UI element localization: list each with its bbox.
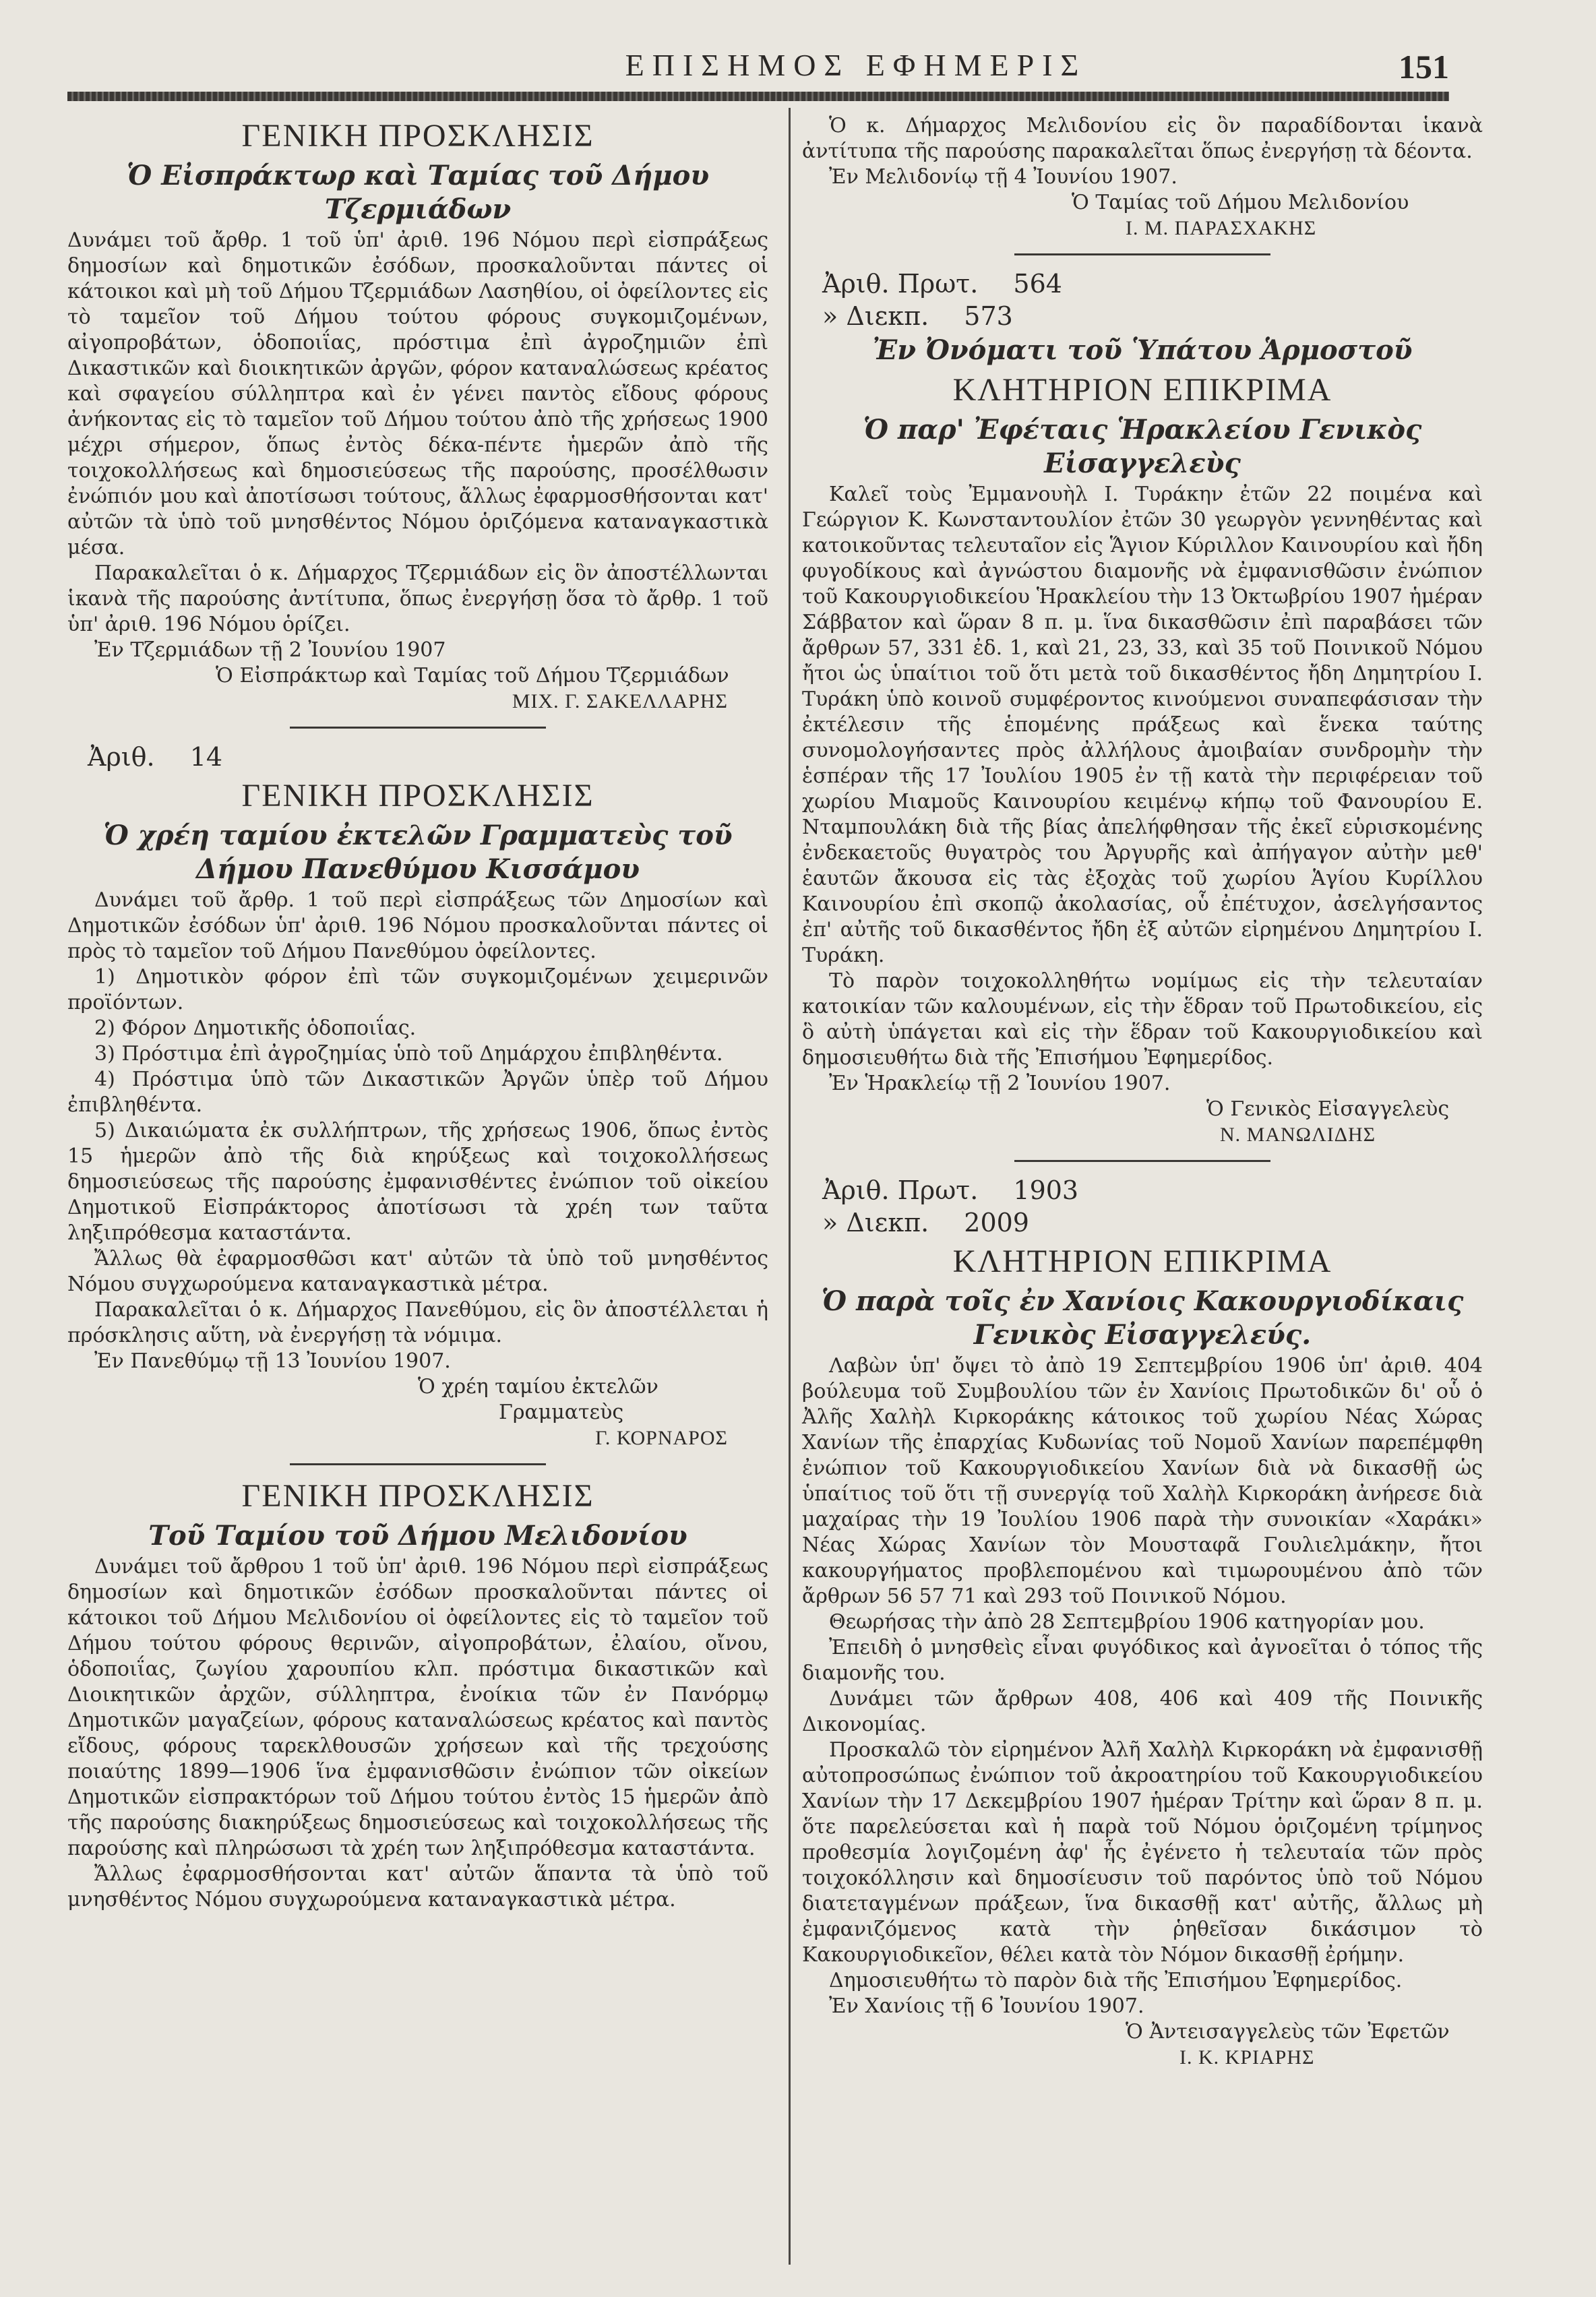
announcement-heading: ΓΕΝΙΚΗ ΠΡΟΣΚΛΗΣΙΣ bbox=[241, 118, 594, 154]
announcement-request: Ὁ κ. Δήμαρχος Μελιδονίου εἰς ὃν παραδίδονται ἱκανὰ ἀντίτυπα τῆς παρούσης παρακαλεῖται ὅπως ἐνεργήσῃ τὰ δέοντα. bbox=[802, 114, 1483, 163]
ref-number: 573 bbox=[964, 301, 1013, 331]
announcement-panethymou bbox=[67, 741, 768, 1451]
signer-title: Ὁ Ἀντεισαγγελεὺς τῶν Ἐφετῶν bbox=[1126, 2020, 1450, 2044]
announcement-subheading: Τοῦ Ταμίου τοῦ Δήμου Μελιδονίου bbox=[148, 1520, 687, 1552]
announcement-melidoniou-continued bbox=[802, 113, 1483, 241]
ref-label: Ἀριθ. Πρωτ. bbox=[822, 269, 979, 299]
announcement-intro: Δυνάμει τοῦ ἄρθρ. 1 τοῦ περὶ εἰσπράξεως τῶν Δημοσίων καὶ Δημοτικῶν ἐσόδων ὑπ' ἀριθ. 196 Νόμου προσκαλοῦνται πάντες οἱ πρὸς τὸ ταμεῖον τοῦ Δήμου Πανεθύμου ὀφείλοντες. bbox=[67, 888, 768, 963]
signer-title: Ὁ Ταμίας τοῦ Δήμου Μελιδονίου bbox=[1072, 191, 1409, 214]
list-item: 1) Δημοτικὸν φόρον ἐπὶ τῶν συγκομιζομένων χειμερινῶν προϊόντων. bbox=[67, 965, 768, 1014]
signer-title: Γραμματεὺς bbox=[499, 1401, 624, 1424]
signer-name: Γ. ΚΟΡΝΑΡΟΣ bbox=[595, 1427, 728, 1449]
ref-number: 564 bbox=[1013, 269, 1062, 299]
announcement-body: Δυνάμει τοῦ ἄρθρ. 1 τοῦ ὑπ' ἀριθ. 196 Νόμου περὶ εἰσπράξεως δημοσίων καὶ δημοτικῶν ἐσόδων, προσκαλοῦνται πάντες οἱ κάτοικοι καὶ μὴ τοῦ Δήμου Τζερμιάδων Λασηθίου, οἱ ὀφείλοντες εἰς τὸ ταμεῖον τοῦ Δήμου τούτου φόρους συγκομιζομένων, αἰγοπροβάτων, ὁδοποιΐας, πρόστιμα ἐπὶ ἀγροζημιῶν ἐπὶ Δικαστικῶν καὶ διοικητικῶν ἀργῶν, φόρον καταναλώσεως κρέατος καὶ σφαγείου σύλληπτρα καὶ ἐν γένει παντὸς εἴδους φόρους ἀνήκοντας εἰς τὸ ταμεῖον τοῦ Δήμου τούτου ἀπὸ τῆς χρήσεως 1900 μέχρι σήμερον, ὅπως ἐντὸς δέκα-πέντε ἡμερῶν ἀπὸ τῆς τοιχοκολλήσεως καὶ δημοσιεύσεως τῆς παρούσης, προσέλθωσιν ἐνώπιόν μου καὶ ἀποτίσωσι τούτους, ἄλλως ἐφαρμοσθήσονται κατ' αὐτῶν τὰ ὑπὸ τοῦ μνησθέντος Νόμου ὁριζόμενα καταναγκαστικὰ μέσα. bbox=[67, 228, 768, 559]
announcement-subheading: Ὁ παρὰ τοῖς ἐν Χανίοις Κακουργιοδίκαις Γενικὸς Εἰσαγγελεύς. bbox=[821, 1285, 1464, 1351]
page-header bbox=[67, 47, 1449, 88]
section-rule bbox=[1014, 253, 1270, 255]
right-column bbox=[802, 113, 1483, 2071]
announcement-heading: ΓΕΝΙΚΗ ΠΡΟΣΚΛΗΣΙΣ bbox=[241, 1478, 594, 1514]
decree-banner: Ἐν Ὀνόματι τοῦ Ὑπάτου Ἁρμοστοῦ bbox=[872, 334, 1413, 366]
reference-number bbox=[88, 741, 768, 773]
list-item: 5) Δικαιώματα ἐκ συλλήπτρων, τῆς χρήσεως 1906, ὅπως ἐντὸς 15 ἡμερῶν ἀπὸ τῆς διὰ κηρύξεως καὶ τοιχοκολλήσεως δημοσιεύσεως τῆς παρούσης ἐμφανισθέντες ἐνώπιον τοῦ οἰκείου Δημοτικοῦ Εἰσπράκτορος ἀποτίσωσι τὰ χρέη των ταῦτα ληξιπρόθεσμα καταστάντα. bbox=[67, 1119, 768, 1245]
reference-number bbox=[822, 268, 1483, 300]
announcement-tzermiadon bbox=[67, 117, 768, 714]
left-column bbox=[67, 113, 768, 1913]
announcement-subheading: Ὁ Εἰσπράκτωρ καὶ Ταμίας τοῦ Δήμου Τζερμιάδων bbox=[126, 160, 710, 225]
place-date: Ἐν Πανεθύμῳ τῇ 13 Ἰουνίου 1907. bbox=[94, 1349, 451, 1373]
place-date: Ἐν Χανίοις τῇ 6 Ἰουνίου 1907. bbox=[829, 1994, 1144, 2018]
announcement-subheading: Ὁ χρέη ταμίου ἐκτελῶν Γραμματεὺς τοῦ Δήμου Πανεθύμου Κισσάμου bbox=[103, 820, 733, 885]
ref-label: Ἀριθ. Πρωτ. bbox=[822, 1175, 979, 1205]
list-item: 2) Φόρον Δημοτικῆς ὁδοποιΐας. bbox=[94, 1016, 417, 1040]
signer-name: Ι. Κ. ΚΡΙΑΡΗΣ bbox=[1179, 2046, 1315, 2069]
announcement-body: Δυνάμει τοῦ ἄρθρου 1 τοῦ ὑπ' ἀριθ. 196 Νόμου περὶ εἰσπράξεως δημοσίων καὶ δημοτικῶν ἐσόδων προσκαλοῦνται πάντες οἱ κάτοικοι τοῦ Δήμου Μελιδονίου οἱ ὀφείλοντες εἰς τὸ ταμεῖον τοῦ Δήμου τούτου φόρους θερινῶν, αἰγοπροβάτων, ἐλαίου, οἴνου, ὁδοποιΐας, ζωγίου χαρουπίου κλπ. πρόστιμα δικαστικῶν καὶ Διοικητικῶν ἀρχῶν, σύλληπτρα, ἐνοίκια τῶν ἐν Πανόρμῳ Δημοτικῶν μαγαζείων, φόρους καταναλώσεως κρέατος καὶ παντὸς εἴδους, φόρους ταρεκλθουσῶν χρήσεων καὶ τῆς τρεχούσης ποιαύτης 1899—1906 ἵνα ἐμφανισθῶσιν ἐνώπιον τῶν οἰκείων Δημοτικῶν εἰσπρακτόρων τοῦ Δήμου τούτου ἐντὸς 15 ἡμερῶν ἀπὸ τῆς παρούσης διακηρύξεως δημοσιεύσεως καὶ τοιχοκολλήσεως τῆς παρούσης καὶ πληρώσωσι τὰ χρέη των ληξιπρόθεσμα καταστάντα. bbox=[67, 1555, 768, 1860]
ref-label: » Διεκπ. bbox=[822, 301, 929, 331]
announcement-body: Δυνάμει τῶν ἄρθρων 408, 406 καὶ 409 τῆς Ποινικῆς Δικονομίας. bbox=[802, 1687, 1483, 1736]
announcement-warning: Ἄλλως ἐφαρμοσθήσονται κατ' αὐτῶν ἅπαντα τὰ ὑπὸ τοῦ μνησθέντος Νόμου συγχωρούμενα καταναγκαστικὰ μέτρα. bbox=[67, 1862, 768, 1911]
ref-number: 2009 bbox=[964, 1208, 1029, 1237]
place-date: Ἐν Τζερμιάδων τῇ 2 Ἰουνίου 1907 bbox=[94, 638, 446, 662]
reference-number bbox=[822, 300, 1483, 332]
signer-name: ΜΙΧ. Γ. ΣΑΚΕΛΛΑΡΗΣ bbox=[512, 690, 728, 712]
section-rule bbox=[290, 727, 546, 729]
announcement-heading: ΚΛΗΤΗΡΙΟΝ ΕΠΙΚΡΙΜΑ bbox=[952, 1244, 1332, 1279]
reference-number bbox=[822, 1174, 1483, 1206]
summons-chania bbox=[802, 1174, 1483, 2071]
section-rule bbox=[290, 1463, 546, 1465]
list-item: 3) Πρόστιμα ἐπὶ ἀγροζημίας ὑπὸ τοῦ Δημάρχου ἐπιβληθέντα. bbox=[94, 1042, 723, 1066]
ref-number: 1903 bbox=[1013, 1175, 1079, 1205]
announcement-request: Παρακαλεῖται ὁ κ. Δήμαρχος Πανεθύμου, εἰς ὃν ἀποστέλλεται ἡ πρόσκλησις αὕτη, νὰ ἐνεργήσῃ τὰ νόμιμα. bbox=[67, 1298, 768, 1347]
reference-number bbox=[822, 1206, 1483, 1239]
announcement-heading: ΓΕΝΙΚΗ ΠΡΟΣΚΛΗΣΙΣ bbox=[241, 778, 594, 814]
signer-title: Ὁ Γενικὸς Εἰσαγγελεὺς bbox=[1206, 1097, 1450, 1121]
announcement-warning: Ἄλλως θὰ ἐφαρμοσθῶσι κατ' αὐτῶν τὰ ὑπὸ τοῦ μνησθέντος Νόμου συγχωρούμενα καταναγκαστικὰ μέτρα. bbox=[67, 1247, 768, 1296]
announcement-body: Ἐπειδὴ ὁ μνησθεὶς εἶναι φυγόδικος καὶ ἀγνοεῖται ὁ τόπος τῆς διαμονῆς του. bbox=[802, 1636, 1483, 1685]
announcement-body: Δημοσιευθήτω τὸ παρὸν διὰ τῆς Ἐπισήμου Ἐφημερίδος. bbox=[829, 1969, 1403, 1992]
announcement-body: Λαβὼν ὑπ' ὄψει τὸ ἀπὸ 19 Σεπτεμβρίου 1906 ὑπ' ἀριθ. 404 βούλευμα τοῦ Συμβουλίου τῶν ἐν Χανίοις Πρωτοδικῶν δι' οὗ ὁ Ἀλῆς Χαλὴλ Κιρκοράκης κάτοικος τοῦ χωρίου Νέας Χώρας Χανίων τῆς ἐπαρχίας Κυδωνίας τοῦ Νομοῦ Χανίων παρεπέμφθη ἐνώπιον τοῦ Κακουργιοδικείου Χανίων διὰ νὰ δικασθῇ ὡς ὑπαίτιος τοῦ ὅτι τῇ συνεργίᾳ τοῦ Χαλὴλ Κιρκοράκη ἀνήρεσε διὰ μαχαίρας τὴν 19 Ἰουλίου 1906 παρὰ τὴν συνοικίαν «Χαράκι» Νέας Χώρας Χανίων τὸν Μουσταφᾶ Γουλιελμάκην, ἤτοι κακουργήματος προβλεπομένου καὶ τιμωρουμένου ἀπὸ τῶν ἄρθρων 56 57 71 καὶ 293 τοῦ Ποινικοῦ Νόμου. bbox=[802, 1354, 1483, 1608]
summons-heraklion bbox=[802, 268, 1483, 1148]
ref-number: 14 bbox=[189, 742, 223, 772]
header-rule bbox=[67, 92, 1449, 101]
place-date: Ἐν Μελιδονίῳ τῇ 4 Ἰουνίου 1907. bbox=[829, 165, 1177, 189]
place-date: Ἐν Ἡρακλείῳ τῇ 2 Ἰουνίου 1907. bbox=[829, 1072, 1171, 1095]
announcement-body: Καλεῖ τοὺς Ἐμμανουὴλ Ι. Τυράκην ἐτῶν 22 ποιμένα καὶ Γεώργιον Κ. Κωνσταντουλίον ἐτῶν 30 γεωργὸν γεννηθέντας καὶ κατοικοῦντας τελευταῖον εἰς Ἅγιον Κύριλλον Καινουρίου καὶ ἤδη φυγοδίκους καὶ ἀγνώστου διαμονῆς νὰ ἐμφανισθῶσιν ἐνώπιον τοῦ Κακουργιοδικείου Ἡρακλείου τὴν 13 Ὀκτωβρίου 1907 ἡμέραν Σάββατον καὶ ὥραν 8 π. μ. ἵνα δικασθῶσιν ἐπὶ παραβάσει τῶν ἄρθρων 57, 331 ἐδ. 1, καὶ 21, 23, 33, καὶ 35 τοῦ Ποινικοῦ Νόμου ἤτοι ὡς ὑπαίτιοι τοῦ ὅτι μετὰ τοῦ δικασθέντος ἤδη Δημητρίου Ι. Τυράκη ὑπὸ κοινοῦ συμφέροντος κινούμενοι συναπεφάσισαν τὴν ἐκτέλεσιν τῆς ἑπομένης πράξεως καὶ ἕνεκα ταύτης συνομολογήσαντες πρὸς ἀλλήλους ἀμοιβαίαν συνδρομὴν τὴν ἑσπέραν τῆς 17 Ἰουλίου 1905 ἐν τῇ κατὰ τὴν περιφέρειαν τοῦ χωρίου Μιαμοῦς Καινουρίου κειμένῳ κήπῳ τοῦ Φανουρίου Ε. Νταμπουλάκη διὰ τῆς βίας ἀπελήφθησαν τῆς ἐκεῖ εὑρισκομένης ἐνδεκαετοῦς θυγατρὸς του Ἀργυρῆς καὶ ἀπήγαγον αὐτὴν μεθ' ἑαυτῶν ἄκουσα εἰς τὰς ἐξοχὰς τοῦ χωρίου Ἁγίου Κυρίλλου Καινουρίου ἐπὶ σκοπῷ ἀκολασίας, οὗ ἐπέτυχον, ἀσελγήσαντος ἐπ' αὐτῆς τοῦ δικασθέντος ἤδη ἐξ αὐτῶν εἰρημένου Δημητρίου Ι. Τυράκη. bbox=[802, 483, 1483, 967]
announcement-body: Θεωρήσας τὴν ἀπὸ 28 Σεπτεμβρίου 1906 κατηγορίαν μου. bbox=[829, 1610, 1425, 1634]
signer-title: Ὁ Εἰσπράκτωρ καὶ Ταμίας τοῦ Δήμου Τζερμιάδων bbox=[216, 664, 729, 687]
list-item: 4) Πρόστιμα ὑπὸ τῶν Δικαστικῶν Ἀργῶν ὑπὲρ τοῦ Δήμου ἐπιβληθέντα. bbox=[67, 1068, 768, 1117]
column-divider bbox=[789, 108, 791, 2265]
announcement-subheading: Ὁ παρ' Ἐφέταις Ἡρακλείου Γενικὸς Εἰσαγγελεὺς bbox=[863, 414, 1422, 479]
announcement-body: Προσκαλῶ τὸν εἰρημένον Ἀλῆ Χαλὴλ Κιρκοράκη νὰ ἐμφανισθῇ αὐτοπροσώπως ἐνώπιον τοῦ ἀκροατηρίου τοῦ Κακουργιοδικείου Χανίων τὴν 17 Δεκεμβρίου 1907 ἡμέραν Τρίτην καὶ ὥραν 8 π. μ. ὅτε παρελεύσεται καὶ ἡ παρὰ τοῦ Νόμου ὁριζομένη τρίμηνος προθεσμία λογιζομένη ἀφ' ἧς ἐγένετο ἡ τελευταία τῶν πρὸς τοιχοκόλλησιν καὶ δημοσίευσιν τοῦ παρόντος ὑπὸ τοῦ Νόμου διατεταγμένων πράξεων, ἵνα δικασθῇ κατ' αὐτῆς, ἄλλως μὴ ἐμφανιζόμενος κατὰ τὴν ῥηθεῖσαν δικάσιμον τὸ Κακουργιοδικεῖον, θέλει κατὰ τὸν Νόμον δικασθῇ ἐρήμην. bbox=[802, 1738, 1483, 1967]
ref-label: Ἀριθ. bbox=[88, 742, 155, 772]
signer-name: Ι. Μ. ΠΑΡΑΣΧΑΚΗΣ bbox=[1126, 217, 1317, 239]
announcement-melidoniou bbox=[67, 1477, 768, 1913]
announcement-heading: ΚΛΗΤΗΡΙΟΝ ΕΠΙΚΡΙΜΑ bbox=[952, 372, 1332, 408]
signer-title: Ὁ χρέη ταμίου ἐκτελῶν bbox=[418, 1375, 658, 1399]
section-rule bbox=[1014, 1160, 1270, 1162]
announcement-request: Παρακαλεῖται ὁ κ. Δήμαρχος Τζερμιάδων εἰς ὃν ἀποστέλλωνται ἱκανὰ τῆς παρούσης ἀντίτυπα, ὅπως ἐνεργήσῃ ὅσα τὸ ἄρθρ. 1 τοῦ ὑπ' ἀριθ. 196 Νόμου ὁρίζει. bbox=[67, 561, 768, 636]
gazette-title: ΕΠΙΣΗΜΟΣ ΕΦΗΜΕΡΙΣ bbox=[625, 48, 1087, 82]
page-number: 151 bbox=[1399, 48, 1449, 86]
ref-label: » Διεκπ. bbox=[822, 1208, 929, 1237]
announcement-body: Τὸ παρὸν τοιχοκολληθήτω νομίμως εἰς τὴν τελευταίαν κατοικίαν τῶν καλουμένων, εἰς τὴν ἕδραν τοῦ Πρωτοδικείου, εἰς ὃ αὐτὴ ὑπάγεται καὶ εἰς τὴν ἕδραν τοῦ Κακουργιοδικείου καὶ δημοσιευθήτω διὰ τῆς Ἐπισήμου Ἐφημερίδος. bbox=[802, 969, 1483, 1070]
signer-name: Ν. ΜΑΝΩΛΙΔΗΣ bbox=[1220, 1124, 1376, 1146]
